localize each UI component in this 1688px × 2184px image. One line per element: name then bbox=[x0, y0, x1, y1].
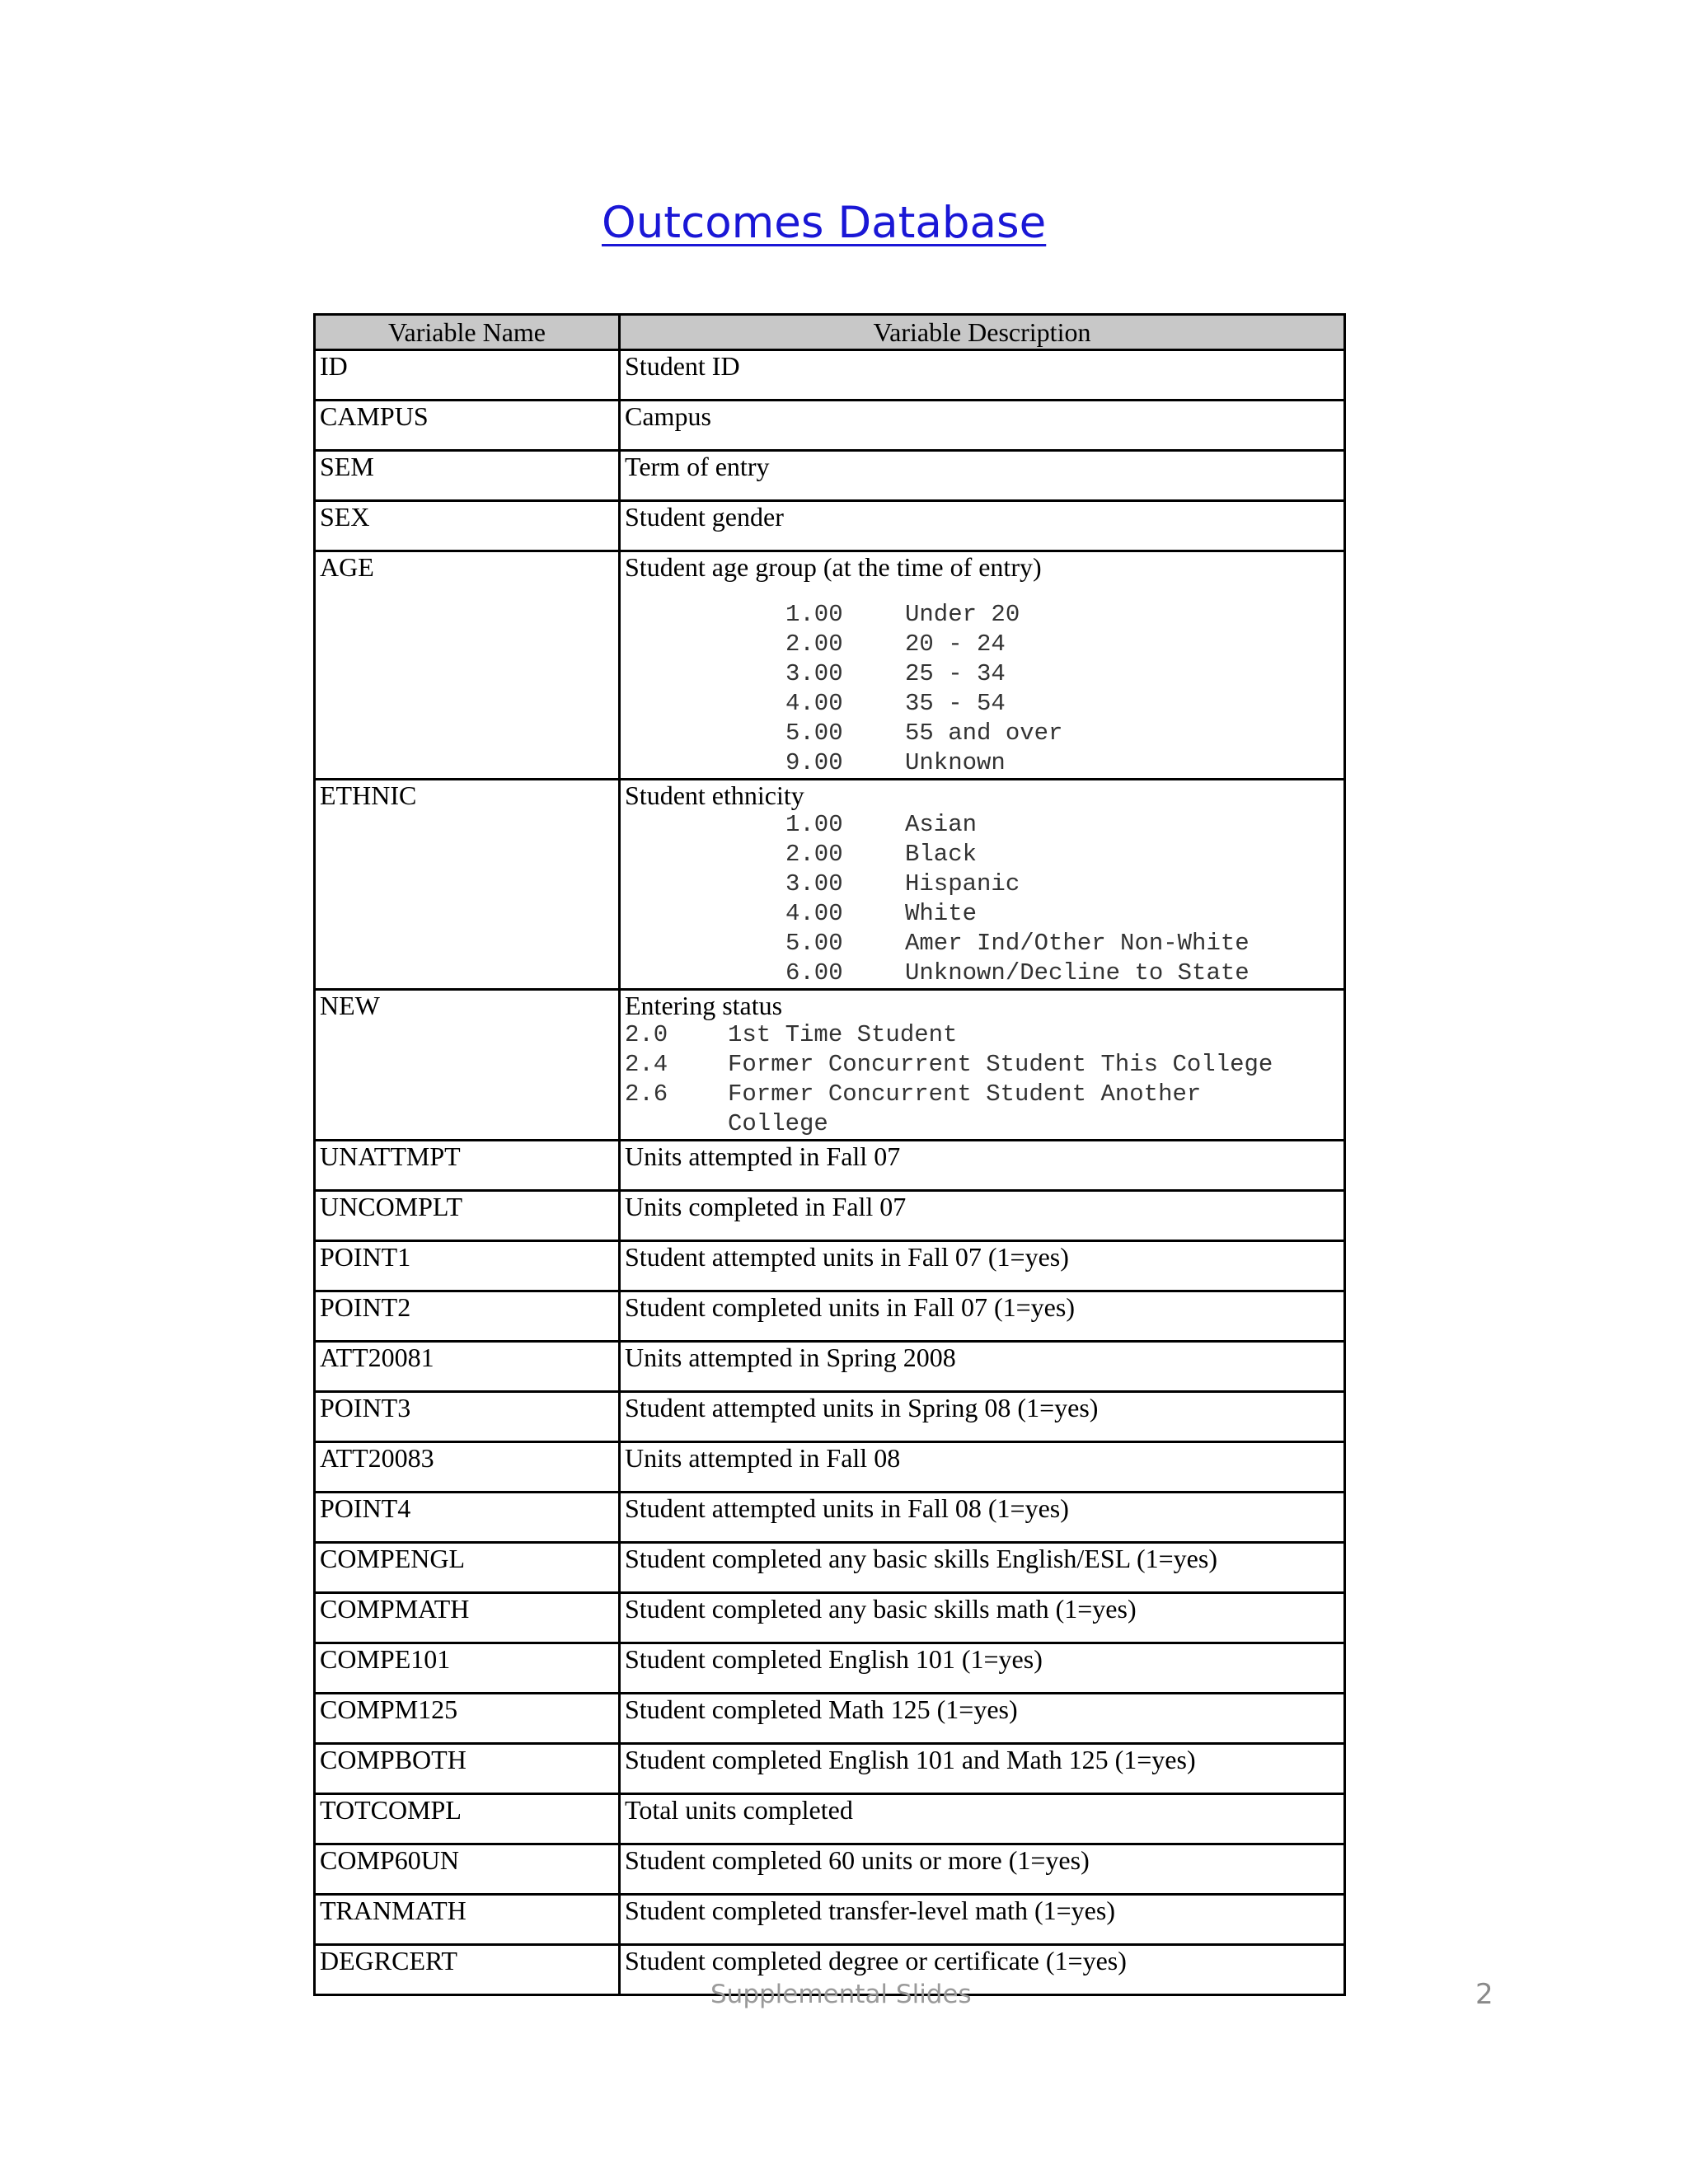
variable-description-cell bbox=[620, 1493, 1345, 1543]
table-row bbox=[315, 1794, 1345, 1844]
value-code bbox=[625, 1050, 1343, 1080]
code-value: 5.00 bbox=[785, 719, 843, 747]
code-label: 55 and over bbox=[905, 719, 1063, 747]
variable-description-cell bbox=[620, 1694, 1345, 1744]
value-code bbox=[625, 719, 1343, 748]
code-value: 6.00 bbox=[785, 959, 843, 987]
page-title-link[interactable]: Outcomes Database bbox=[602, 198, 1047, 248]
value-code bbox=[625, 1080, 1343, 1109]
variable-name-cell: POINT1 bbox=[315, 1241, 620, 1291]
code-label: Amer Ind/Other Non-White bbox=[905, 930, 1250, 957]
variable-description-cell bbox=[620, 1895, 1345, 1945]
description-text: Campus bbox=[625, 401, 711, 431]
code-value: 1.00 bbox=[785, 811, 843, 838]
variable-description-cell bbox=[620, 350, 1345, 401]
code-label: Unknown/Decline to State bbox=[905, 959, 1250, 987]
code-value: 1.00 bbox=[785, 601, 843, 628]
variable-description-cell bbox=[620, 1342, 1345, 1392]
description-text: Student ID bbox=[625, 351, 740, 381]
table-row bbox=[315, 551, 1345, 780]
code-value: 9.00 bbox=[785, 749, 843, 776]
variable-name-cell: TRANMATH bbox=[315, 1895, 620, 1945]
variable-description-cell bbox=[620, 1794, 1345, 1844]
variable-name-cell: POINT2 bbox=[315, 1291, 620, 1342]
value-code-list bbox=[625, 600, 1343, 778]
variables-table bbox=[313, 313, 1346, 1996]
variable-description-cell bbox=[620, 780, 1345, 990]
value-code-list bbox=[625, 810, 1343, 988]
table-row bbox=[315, 1442, 1345, 1493]
table-row bbox=[315, 990, 1345, 1141]
variable-description-cell bbox=[620, 551, 1345, 780]
table-row bbox=[315, 1493, 1345, 1543]
code-value: 2.4 bbox=[625, 1051, 668, 1078]
variable-name-cell: POINT4 bbox=[315, 1493, 620, 1543]
variable-name-cell: ETHNIC bbox=[315, 780, 620, 990]
table-header-row bbox=[315, 315, 1345, 350]
table-row bbox=[315, 451, 1345, 501]
table-row bbox=[315, 501, 1345, 551]
variable-name-cell: SEM bbox=[315, 451, 620, 501]
description-text: Student gender bbox=[625, 502, 784, 532]
description-text: Student completed English 101 and Math 125 (1=yes) bbox=[625, 1745, 1196, 1774]
table-row bbox=[315, 1744, 1345, 1794]
code-value: 4.00 bbox=[785, 690, 843, 717]
variable-name-cell: UNATTMPT bbox=[315, 1141, 620, 1191]
code-label: College bbox=[728, 1110, 828, 1137]
table-row bbox=[315, 780, 1345, 990]
variable-name-cell: UNCOMPLT bbox=[315, 1191, 620, 1241]
description-text: Student age group (at the time of entry) bbox=[625, 552, 1042, 582]
code-value: 2.00 bbox=[785, 841, 843, 868]
description-text: Term of entry bbox=[625, 452, 770, 481]
variable-name-cell: COMPM125 bbox=[315, 1694, 620, 1744]
variable-description-cell bbox=[620, 451, 1345, 501]
code-label: 20 - 24 bbox=[905, 630, 1006, 658]
variable-description-cell bbox=[620, 501, 1345, 551]
value-code bbox=[625, 1020, 1343, 1050]
description-text: Student completed 60 units or more (1=yes) bbox=[625, 1845, 1090, 1875]
code-label: Hispanic bbox=[905, 870, 1020, 898]
table-row bbox=[315, 350, 1345, 401]
code-value: 3.00 bbox=[785, 660, 843, 687]
description-text: Student completed transfer-level math (1=yes) bbox=[625, 1896, 1115, 1925]
value-code bbox=[625, 600, 1343, 630]
description-text: Units attempted in Fall 08 bbox=[625, 1443, 901, 1473]
table-row bbox=[315, 1643, 1345, 1694]
description-text: Entering status bbox=[625, 991, 783, 1020]
variable-name-cell: ID bbox=[315, 350, 620, 401]
code-label: Black bbox=[905, 841, 978, 868]
description-text: Student completed any basic skills math (1=yes) bbox=[625, 1594, 1137, 1624]
value-code bbox=[625, 929, 1343, 958]
variable-name-cell: ATT20081 bbox=[315, 1342, 620, 1392]
table-row bbox=[315, 1895, 1345, 1945]
variable-description-cell bbox=[620, 1744, 1345, 1794]
description-text: Units attempted in Fall 07 bbox=[625, 1141, 901, 1171]
variable-name-cell: AGE bbox=[315, 551, 620, 780]
code-label: 25 - 34 bbox=[905, 660, 1006, 687]
variable-name-cell: COMPBOTH bbox=[315, 1744, 620, 1794]
description-text: Student attempted units in Fall 08 (1=yes) bbox=[625, 1493, 1069, 1523]
variable-name-cell: COMP60UN bbox=[315, 1844, 620, 1895]
code-label: 1st Time Student bbox=[728, 1021, 958, 1048]
description-text: Total units completed bbox=[625, 1795, 853, 1825]
table-row bbox=[315, 1241, 1345, 1291]
table-body bbox=[315, 350, 1345, 1995]
description-text: Units completed in Fall 07 bbox=[625, 1192, 907, 1221]
variable-description-cell bbox=[620, 1392, 1345, 1442]
column-header-variable-name: Variable Name bbox=[315, 315, 620, 350]
code-label: Former Concurrent Student This College bbox=[728, 1051, 1273, 1078]
value-code bbox=[625, 689, 1343, 719]
description-text: Student completed degree or certificate (1=yes) bbox=[625, 1946, 1127, 1975]
table-row bbox=[315, 1141, 1345, 1191]
footer-text: Supplemental Slides bbox=[710, 1980, 972, 2009]
code-label: Unknown bbox=[905, 749, 1006, 776]
description-text: Student completed any basic skills English/ESL (1=yes) bbox=[625, 1544, 1217, 1573]
code-value: 2.6 bbox=[625, 1080, 668, 1108]
table-row bbox=[315, 1694, 1345, 1744]
variable-description-cell bbox=[620, 401, 1345, 451]
value-code bbox=[625, 958, 1343, 988]
spacer bbox=[625, 582, 1343, 600]
variable-name-cell: COMPENGL bbox=[315, 1543, 620, 1593]
code-value: 5.00 bbox=[785, 930, 843, 957]
code-label: White bbox=[905, 900, 978, 927]
variable-description-cell bbox=[620, 1141, 1345, 1191]
code-value: 4.00 bbox=[785, 900, 843, 927]
table-row bbox=[315, 1191, 1345, 1241]
description-text: Student completed units in Fall 07 (1=yes) bbox=[625, 1292, 1075, 1322]
variable-description-cell bbox=[620, 1291, 1345, 1342]
page-number: 2 bbox=[1475, 1978, 1493, 2011]
variable-description-cell bbox=[620, 1442, 1345, 1493]
code-value: 2.00 bbox=[785, 630, 843, 658]
value-code bbox=[625, 630, 1343, 659]
value-code bbox=[625, 1109, 1343, 1139]
description-text: Units attempted in Spring 2008 bbox=[625, 1343, 956, 1372]
code-label: 35 - 54 bbox=[905, 690, 1006, 717]
variable-description-cell bbox=[620, 1643, 1345, 1694]
table-row bbox=[315, 1342, 1345, 1392]
table-row bbox=[315, 1291, 1345, 1342]
variable-name-cell: COMPE101 bbox=[315, 1643, 620, 1694]
table-row bbox=[315, 1844, 1345, 1895]
table-row bbox=[315, 401, 1345, 451]
variable-name-cell: NEW bbox=[315, 990, 620, 1141]
variable-name-cell: ATT20083 bbox=[315, 1442, 620, 1493]
table-row bbox=[315, 1543, 1345, 1593]
description-text: Student completed English 101 (1=yes) bbox=[625, 1644, 1043, 1674]
variable-name-cell: TOTCOMPL bbox=[315, 1794, 620, 1844]
code-value: 2.0 bbox=[625, 1021, 668, 1048]
value-code bbox=[625, 659, 1343, 689]
table-row bbox=[315, 1593, 1345, 1643]
variable-name-cell: COMPMATH bbox=[315, 1593, 620, 1643]
variable-description-cell bbox=[620, 1593, 1345, 1643]
value-code bbox=[625, 899, 1343, 929]
description-text: Student attempted units in Spring 08 (1=yes) bbox=[625, 1393, 1099, 1422]
variable-description-cell bbox=[620, 1844, 1345, 1895]
value-code bbox=[625, 840, 1343, 869]
description-text: Student attempted units in Fall 07 (1=yes) bbox=[625, 1242, 1069, 1272]
variable-description-cell bbox=[620, 990, 1345, 1141]
variable-description-cell bbox=[620, 1543, 1345, 1593]
value-code bbox=[625, 748, 1343, 778]
variable-name-cell: SEX bbox=[315, 501, 620, 551]
variable-description-cell bbox=[620, 1241, 1345, 1291]
description-text: Student completed Math 125 (1=yes) bbox=[625, 1694, 1018, 1724]
value-code bbox=[625, 810, 1343, 840]
code-label: Under 20 bbox=[905, 601, 1020, 628]
value-code-list bbox=[625, 1020, 1343, 1139]
variable-name-cell: CAMPUS bbox=[315, 401, 620, 451]
column-header-variable-description: Variable Description bbox=[620, 315, 1345, 350]
table-row bbox=[315, 1392, 1345, 1442]
code-value: 3.00 bbox=[785, 870, 843, 898]
code-label: Asian bbox=[905, 811, 978, 838]
description-text: Student ethnicity bbox=[625, 780, 804, 810]
variable-name-cell: POINT3 bbox=[315, 1392, 620, 1442]
code-label: Former Concurrent Student Another bbox=[728, 1080, 1202, 1108]
value-code bbox=[625, 869, 1343, 899]
variable-description-cell bbox=[620, 1191, 1345, 1241]
variable-name-cell: DEGRCERT bbox=[315, 1945, 620, 1995]
